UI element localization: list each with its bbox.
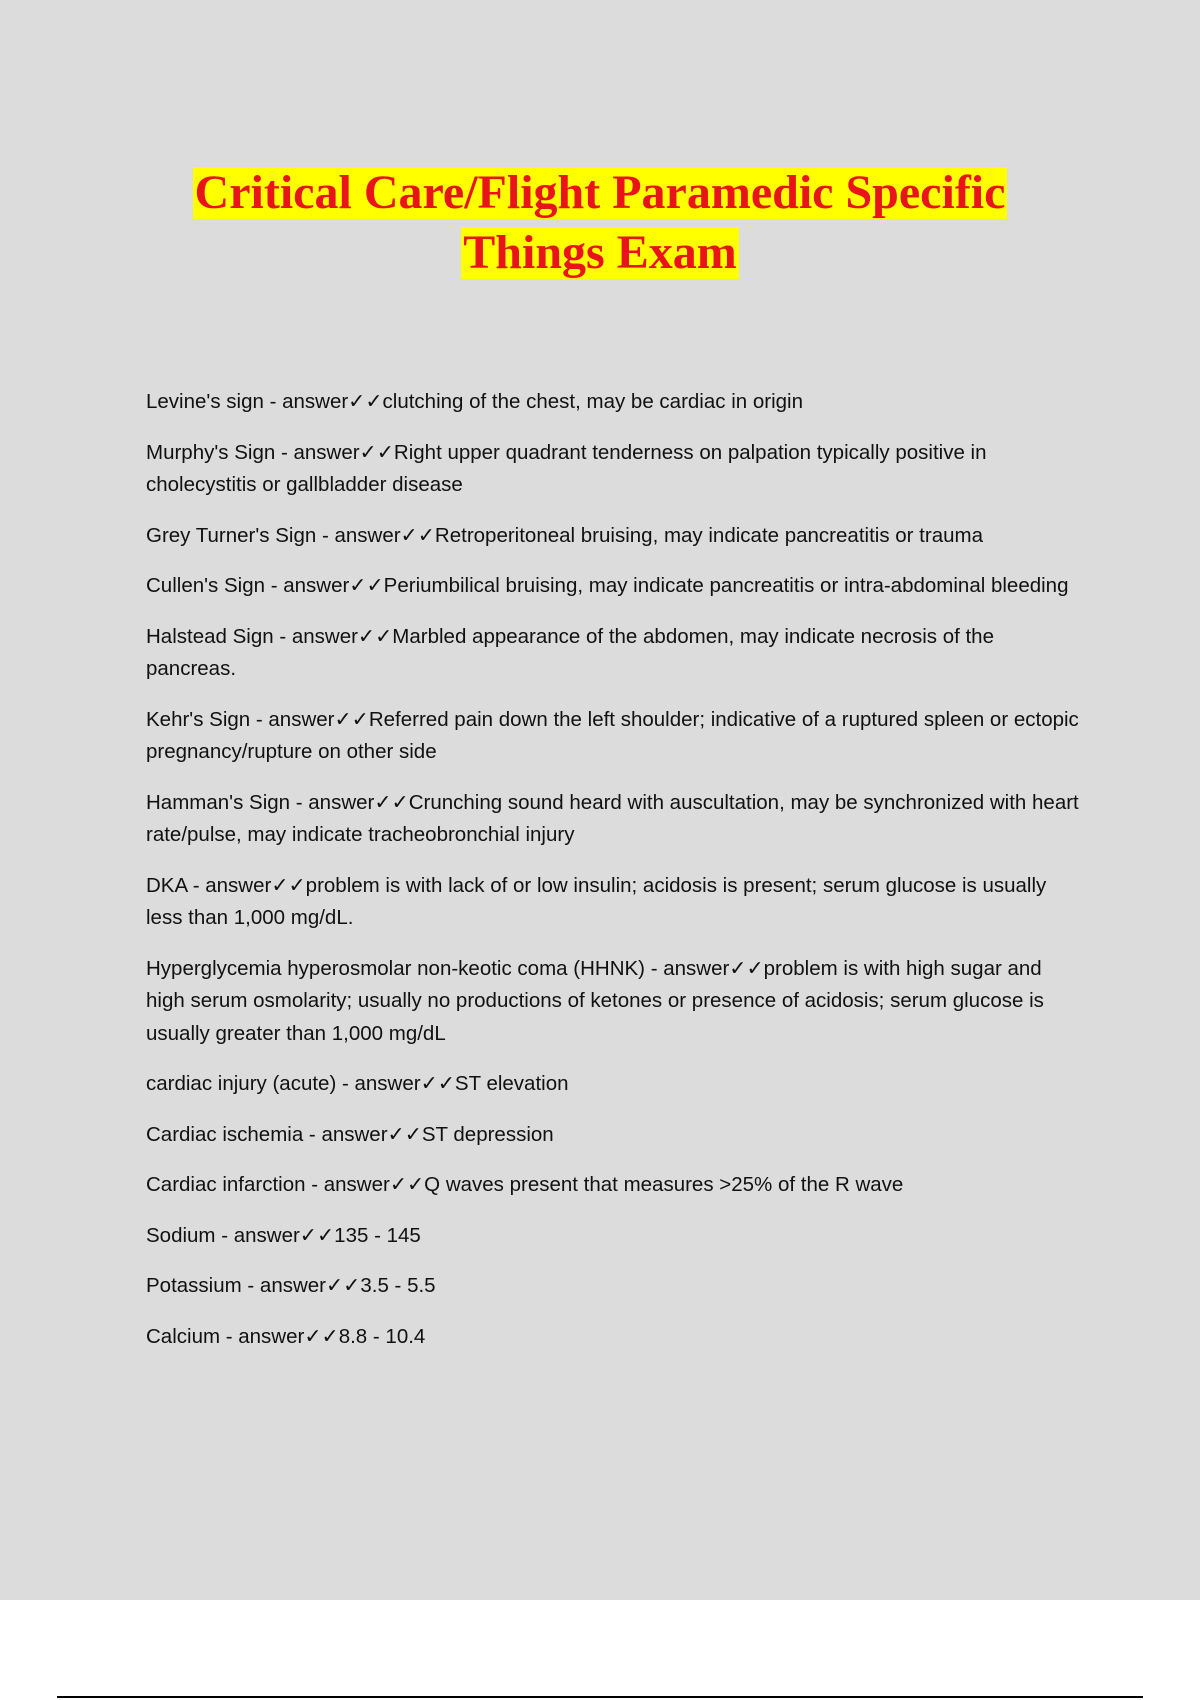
qa-item-sodium: Sodium - answer✓✓135 - 145 [146, 1223, 421, 1247]
qa-item-halstead-sign: Halstead Sign - answer✓✓Marbled appearance of the abdomen, may indicate necrosis of the pancreas. [146, 624, 994, 680]
qa-item-hammans-sign: Hamman's Sign - answer✓✓Crunching sound heard with auscultation, may be synchronized with heart rate/pulse, may indicate tracheobronchial injury [146, 790, 1079, 846]
qa-list [146, 386, 1086, 1371]
qa-item-cullens-sign: Cullen's Sign - answer✓✓Periumbilical bruising, may indicate pancreatitis or intra-abdominal bleeding [146, 574, 1069, 597]
qa-item-potassium: Potassium - answer✓✓3.5 - 5.5 [146, 1274, 436, 1297]
qa-item-kehrs-sign: Kehr's Sign - answer✓✓Referred pain down the left shoulder; indicative of a ruptured spleen or ectopic pregnancy/rupture on other side [146, 707, 1079, 763]
qa-item-cardiac-injury: cardiac injury (acute) - answer✓✓ST elevation [146, 1072, 569, 1095]
qa-item-grey-turners-sign: Grey Turner's Sign - answer✓✓Retroperitoneal bruising, may indicate pancreatitis or trauma [146, 523, 983, 547]
qa-item-cardiac-ischemia: Cardiac ischemia - answer✓✓ST depression [146, 1122, 554, 1146]
title-line-2: Things Exam [463, 226, 737, 279]
qa-item-hhnk: Hyperglycemia hyperosmolar non-keotic coma (HHNK) - answer✓✓problem is with high sugar and high serum osmolarity; usually no productions of ketones or presence of acidosis; serum glucose is usually greater than 1,000 mg/dL [146, 956, 1044, 1045]
qa-item-calcium: Calcium - answer✓✓8.8 - 10.4 [146, 1324, 426, 1348]
qa-item-dka: DKA - answer✓✓problem is with lack of or low insulin; acidosis is present; serum glucose is usually less than 1,000 mg/dL. [146, 873, 1047, 929]
qa-item-murphys-sign: Murphy's Sign - answer✓✓Right upper quadrant tenderness on palpation typically positive in cholecystitis or gallbladder disease [146, 440, 987, 496]
document-title [0, 163, 1200, 283]
footer-divider [57, 1696, 1143, 1698]
title-line-1: Critical Care/Flight Paramedic Specific [194, 166, 1006, 219]
qa-item-levines-sign: Levine's sign - answer✓✓clutching of the chest, may be cardiac in origin [146, 390, 804, 413]
qa-item-cardiac-infarction: Cardiac infarction - answer✓✓Q waves present that measures >25% of the R wave [146, 1173, 904, 1196]
